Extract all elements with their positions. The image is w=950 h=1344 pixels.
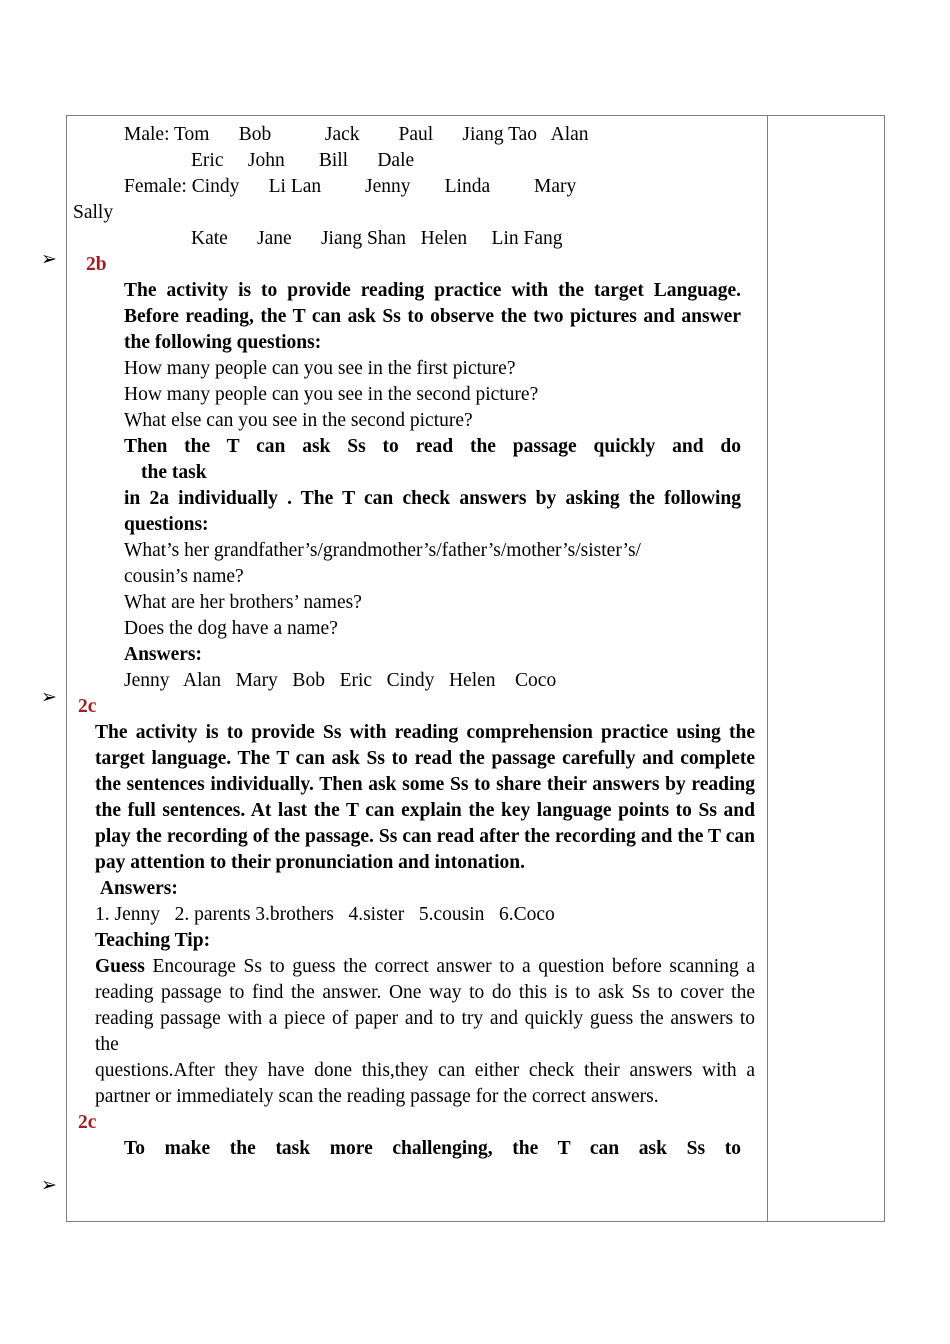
name-bank-male-line-1: Male: Tom Bob Jack Paul Jiang Tao Alan <box>124 124 589 145</box>
document-table <box>66 115 885 1222</box>
section-2b-question-3: What else can you see in the second picture? <box>124 410 473 431</box>
section-2c-para-1: The activity is to provide Ss with reading comprehension practice using the target language. The T can ask Ss to read the passage carefully and complete the sentences individually. Then ask some Ss to share their answers by reading the full sentences. At last the T can explain the key language points to Ss and play the recording of the passage. Ss can read after the recording and the T can pay attention to their pronunciation and intonation. <box>95 722 755 873</box>
bullet-arrow-2c-second: ➢ <box>41 1174 57 1196</box>
section-2b-para-2: Then the T can ask Ss to read the passage quickly and do <box>124 436 741 457</box>
name-bank-female-line-3: Kate Jane Jiang Shan Helen Lin Fang <box>191 228 563 249</box>
section-number-2c-second: 2c <box>78 1112 97 1133</box>
table-cell-main-content <box>67 116 768 1221</box>
section-2b-para-1: The activity is to provide reading practice with the target Language. Before reading, the T can ask Ss to observe the two pictures and answer the following questions: <box>124 280 741 353</box>
section-2c-second-para-1: To make the task more challenging, the T can ask Ss to <box>124 1138 741 1159</box>
bullet-arrow-2b: ➢ <box>41 248 57 270</box>
section-2b-check-question-2: What are her brothers’ names? <box>124 592 362 613</box>
section-2b-question-1: How many people can you see in the first picture? <box>124 358 516 379</box>
name-bank-female-line-1: Female: Cindy Li Lan Jenny Linda Mary <box>124 176 577 197</box>
teaching-tip-keyword: Guess <box>95 956 145 977</box>
section-2b-answers-values: Jenny Alan Mary Bob Eric Cindy Helen Coco <box>124 670 557 691</box>
name-bank-female-line-2: Sally <box>73 202 114 223</box>
section-2c-first <box>73 694 761 1110</box>
section-2b <box>73 252 761 694</box>
section-2b-question-2: How many people can you see in the second picture? <box>124 384 539 405</box>
section-2b-answers-label: Answers: <box>124 644 202 665</box>
section-2b-check-question-1-cont: cousin’s name? <box>124 566 244 587</box>
teaching-tip-body-cont: questions.After they have done this,they can either check their answers with a partner or immediately scan the reading passage for the correct answers. <box>95 1060 755 1107</box>
name-bank-block <box>73 122 761 252</box>
section-number-2c-first: 2c <box>78 696 97 717</box>
section-2c-second <box>73 1110 761 1162</box>
section-2b-para-2-cont: the task <box>141 462 207 483</box>
section-2c-answers-label: Answers: <box>95 878 178 899</box>
section-2b-para-3: in 2a individually . The T can check answers by asking the following questions: <box>124 488 741 535</box>
bullet-arrow-2c-first: ➢ <box>41 686 57 708</box>
section-2b-check-question-3: Does the dog have a name? <box>124 618 338 639</box>
section-number-2b: 2b <box>86 254 107 275</box>
section-2b-check-question-1: What’s her grandfather’s/grandmother’s/father’s/mother’s/sister’s/ <box>124 540 641 561</box>
table-cell-side-empty <box>768 116 884 1221</box>
section-2c-answers-values: 1. Jenny 2. parents 3.brothers 4.sister 5.cousin 6.Coco <box>95 904 555 925</box>
name-bank-male-line-2: Eric John Bill Dale <box>191 150 415 171</box>
teaching-tip-text: Encourage Ss to guess the correct answer to a question before scanning a reading passage to find the answer. One way to do this is to ask Ss to cover the reading passage with a piece of paper and to try and quickly guess the answers to the <box>95 956 755 1055</box>
teaching-tip-body <box>95 954 755 1058</box>
teaching-tip-label: Teaching Tip: <box>95 930 211 951</box>
